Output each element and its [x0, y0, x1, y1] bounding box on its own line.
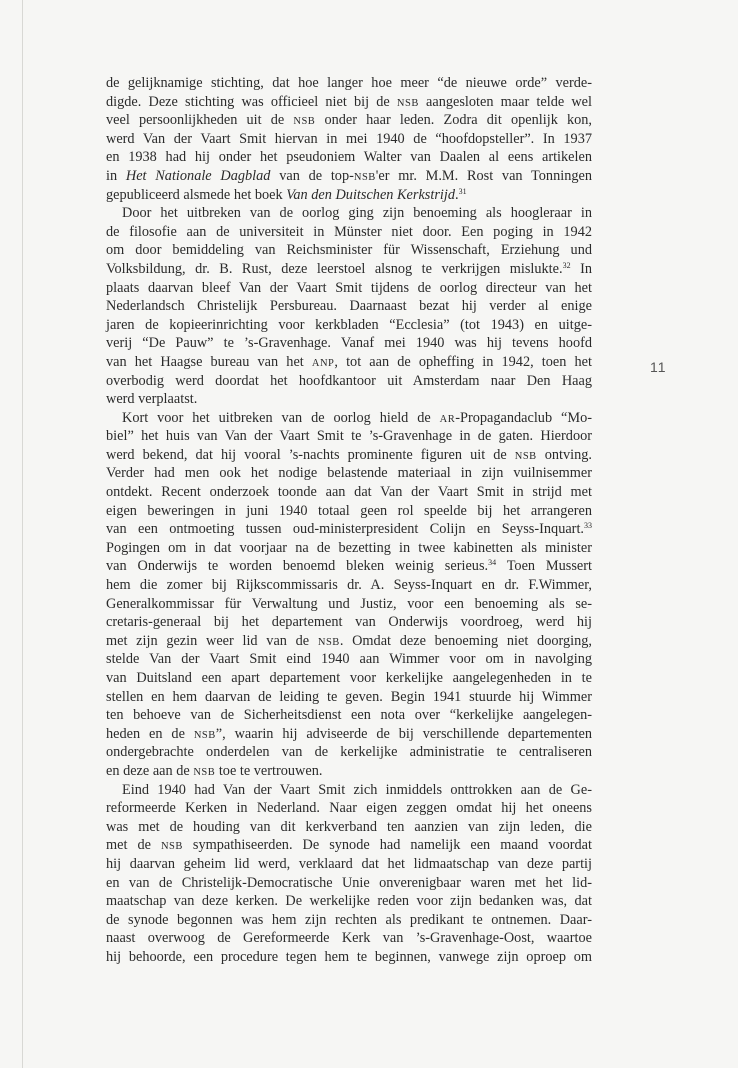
- text-line: ontdekt. Recent onderzoek toonde aan dat Van der Vaart Smit in strijd met: [106, 484, 592, 501]
- text-line: van een ontmoeting tussen oud-ministerpresident Colijn en Seyss-Inquart.$^{33}$: [106, 521, 592, 538]
- text-line: en deze aan de NSB toe te vertrouwen.: [106, 762, 323, 779]
- text-line: Eind 1940 had Van der Vaart Smit zich inmiddels onttrokken aan de Ge-: [122, 781, 592, 798]
- text-line: de filosofie aan de universiteit in Münster niet door. Een poging in 1942: [106, 223, 592, 240]
- text-line: werd Van der Vaart Smit hiervan in mei 1940 de “hoofdopsteller”. In 1937: [106, 130, 592, 147]
- text-line: biel” het huis van Van der Vaart Smit te ’s-Gravenhage in de gaten. Hierdoor: [106, 428, 592, 445]
- text-line: was met de houding van dit kerkverband ten aanzien van zijn leden, die: [106, 818, 592, 835]
- text-line: hij behoorde, een procedure tegen hem te beginnen, vanwege zijn oproep om: [106, 948, 592, 965]
- text-line: met zijn gezin weer lid van de NSB. Omdat deze benoeming niet doorging,: [106, 632, 592, 649]
- text-line: Verder had men ook het nodige belastende materiaal in zijn vuilnisemmer: [106, 465, 592, 482]
- text-line: Pogingen om in dat voorjaar na de bezetting in twee kabinetten als minister: [106, 539, 592, 556]
- text-line: om door bemiddeling van Reichsminister für Wissenschaft, Erziehung und: [106, 242, 592, 259]
- text-line: ondergebrachte onderdelen van de kerkelijke administratie te centraliseren: [106, 744, 592, 761]
- text-line: stelde Van der Vaart Smit eind 1940 aan Wimmer voor om in navolging: [106, 651, 592, 668]
- text-line: hij daarvan geheim lid werd, verklaard dat het lidmaatschap van deze partij: [106, 855, 592, 872]
- text-line: Volksbildung, dr. B. Rust, deze leerstoel alsnog te verkrijgen mislukte.$^{32}$ In: [106, 260, 592, 277]
- text-line: de gelijknamige stichting, dat hoe langer hoe meer “de nieuwe orde” verde-: [106, 75, 592, 91]
- page-number: 11: [650, 359, 667, 375]
- text-line: met de NSB sympathiseerden. De synode had namelijk een maand voordat: [106, 837, 592, 854]
- text-line: verij “De Pauw” te ’s-Gravenhage. Vanaf mei 1940 was hij tevens hoofd: [106, 335, 592, 352]
- text-line: en 1938 had hij onder het pseudoniem Walter van Daalen al eens artikelen: [106, 149, 592, 166]
- text-line: Kort voor het uitbreken van de oorlog hield de AR-Propagandaclub “Mo-: [122, 409, 592, 426]
- text-line: en van de Christelijk-Democratische Unie onverenigbaar waren met het lid-: [106, 874, 592, 891]
- text-line: Nederlandsch Christelijk Persbureau. Daarnaast bezat hij verder al enige: [106, 298, 592, 315]
- text-line: hem die zomer bij Rijkscommissaris dr. A. Seyss-Inquart en dr. F.Wimmer,: [106, 577, 592, 594]
- text-line: overbodig werd doordat het hoofdkantoor uit Amsterdam naar Den Haag: [106, 372, 592, 389]
- text-line: reformeerde Kerken in Nederland. Naar eigen zeggen omdat hij het oneens: [106, 800, 592, 817]
- text-line: cretaris-generaal bij het departement van Onderwijs voordroeg, werd hij: [106, 614, 592, 631]
- text-line: maatschap van deze kerken. De werkelijke reden voor zijn bedanken was, dat: [106, 893, 592, 910]
- text-line: ten behoeve van de Sicherheitsdienst een nota over “kerkelijke aangelegen-: [106, 707, 592, 724]
- text-line: jaren de kopieerinrichting voor kerkbladen “Ecclesia” (tot 1943) en uitge-: [106, 316, 592, 333]
- text-line: digde. Deze stichting was officieel niet bij de NSB aangesloten maar telde wel: [106, 93, 592, 110]
- text-line: van het Haagse bureau van het ANP, tot aan de opheffing in 1942, toen het: [106, 353, 592, 370]
- text-line: van Onderwijs te worden benoemd bleken weinig serieus.$^{34}$ Toen Mussert: [106, 558, 592, 575]
- text-line: eigen beweringen in juni 1940 totaal geen rol speelde bij het arrangeren: [106, 502, 592, 519]
- text-line: naast overwoog de Gereformeerde Kerk van ’s-Gravenhage-Oost, waartoe: [106, 930, 592, 947]
- body-text: [106, 74, 592, 967]
- text-line: gepubliceerd alsmede het boek Van den Duitschen Kerkstrijd.$^{31}$: [106, 186, 467, 203]
- text-line: veel persoonlijkheden uit de NSB onder haar leden. Zodra dit openlijk kon,: [106, 112, 592, 129]
- text-line: Door het uitbreken van de oorlog ging zijn benoeming als hoogleraar in: [122, 205, 592, 222]
- text-line: werd bekend, dat hij vooral ’s-nachts prominente figuren uit de NSB ontving.: [106, 446, 592, 463]
- text-line: de synode begonnen was hem zijn rechten als predikant te ontnemen. Daar-: [106, 911, 592, 928]
- text-line: plaats daarvan bleef Van der Vaart Smit tijdens de oorlog directeur van het: [106, 279, 592, 296]
- text-line: stellen en hem daarvan de leiding te geven. Begin 1941 stuurde hij Wimmer: [106, 688, 592, 705]
- text-line: werd verplaatst.: [106, 391, 198, 408]
- text-line: in Het Nationale Dagblad van de top-NSB'er mr. M.M. Rost van Tonningen: [106, 167, 592, 184]
- text-line: Generalkommissar für Verwaltung und Justiz, voor een benoeming als se-: [106, 595, 592, 612]
- text-line: van Duitsland een apart departement voor kerkelijke aangelegenheden in te: [106, 670, 592, 686]
- text-line: heden en de NSB”, waarin hij adviseerde de bij verschillende departementen: [106, 725, 592, 742]
- page-margin-rule: [22, 0, 23, 1068]
